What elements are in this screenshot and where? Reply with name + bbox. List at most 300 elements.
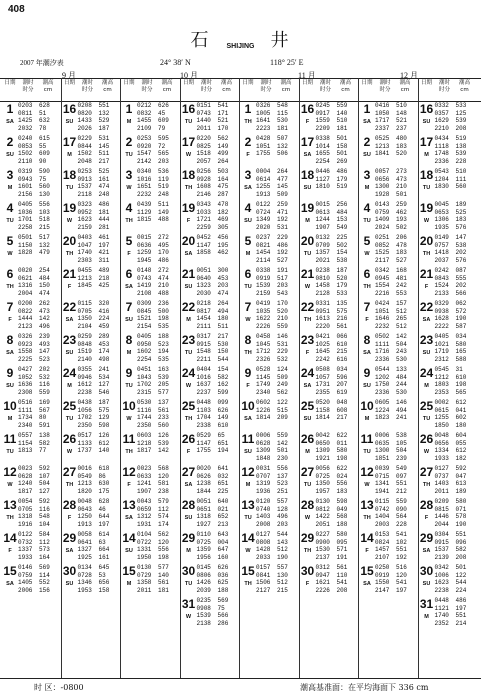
weekday: F (186, 218, 191, 224)
tide-heights: 300 453 203 474 (217, 267, 229, 297)
header-label: 潮时 (379, 80, 391, 86)
day-number: 4 (6, 201, 14, 215)
tide-day-entry (63, 299, 125, 332)
tide-heights: 556 103 518 215 (39, 201, 50, 231)
header-height (395, 80, 415, 94)
tide-heights: 592 047 613 189 (455, 465, 467, 495)
tide-heights: 622 024 556 183 (336, 465, 348, 495)
day-number: 17 (419, 135, 434, 149)
weekday: TH (303, 548, 312, 554)
weekday: F (246, 152, 250, 158)
tide-times: 0220 0825 1518 2057 (196, 135, 211, 165)
tide-times: 0240 0853 1502 2110 (18, 135, 33, 165)
tide-day-entry (122, 398, 184, 431)
tide-day-entry (241, 332, 303, 365)
tide-heights: 559 142 501 230 (277, 432, 288, 462)
tide-day-entry (360, 431, 422, 464)
tide-heights: 191 517 203 543 (277, 267, 288, 297)
tide-times: 0529 1147 1755 (196, 432, 211, 455)
header-label: 潮高 (101, 80, 113, 86)
weekday: TH (184, 416, 193, 422)
tide-heights: 628 51 632 78 (39, 102, 50, 132)
day-number: 30 (300, 564, 315, 578)
tide-heights: 048 608 217 (336, 399, 348, 422)
day-number: 16 (419, 102, 434, 116)
tide-times: 0452 1147 1858 (196, 234, 211, 257)
tide-times: 0250 0919 1550 2147 (375, 564, 390, 594)
weekday: TU (303, 482, 312, 488)
day-number: 2 (6, 135, 14, 149)
weekday: W (185, 383, 192, 389)
tide-heights: 264 494 180 511 (217, 300, 229, 330)
weekday: M (364, 185, 370, 191)
tide-times: 0355 0946 1612 2238 (77, 366, 92, 396)
tide-day-entry (360, 332, 422, 365)
weekday: SA (125, 515, 133, 521)
tide-day-entry (122, 431, 184, 464)
weekday: SA (363, 581, 371, 587)
tide-times: 0416 1050 1717 2337 (375, 102, 390, 132)
header-unit: 时分 (22, 87, 34, 93)
month-label: 11 月 (298, 71, 316, 80)
tide-day-entry (3, 530, 65, 563)
weekday: M (424, 152, 429, 158)
tide-times: 0203 0811 1425 2032 (18, 102, 33, 132)
weekday: TU (244, 284, 252, 290)
day-number: 8 (363, 333, 371, 347)
tide-times: 0424 1051 1646 2232 (375, 300, 390, 330)
tide-times: 0421 1025 1645 2242 (315, 333, 330, 363)
tide-day-entry (360, 266, 422, 299)
tide-day-entry (360, 233, 422, 266)
tide-row (0, 398, 481, 431)
tide-times: 0229 0844 1502 2048 (77, 135, 92, 165)
tide-heights: 320 416 224 459 (98, 300, 110, 330)
tide-heights: 612 041 602 180 (455, 399, 467, 429)
header-unit: 时分 (200, 87, 212, 93)
tide-day-entry (3, 497, 65, 530)
header-unit: cm (162, 87, 172, 93)
tide-times: 0516 1111 1734 2340 (18, 399, 33, 429)
tide-times: 0405 0950 1602 2254 (137, 333, 152, 363)
day-number: 10 (3, 399, 17, 413)
weekday: F (8, 548, 12, 554)
tide-heights: 146 494 241 (396, 399, 407, 422)
day-number: 15 (3, 564, 17, 578)
tide-day-entry (360, 530, 422, 563)
weekday: SU (65, 350, 74, 356)
tide-heights: 142 504 243 530 (396, 333, 407, 363)
day-number: 1 (6, 102, 14, 116)
weekday: M (186, 317, 191, 323)
tide-heights: 604 055 612 182 (455, 432, 467, 462)
header-unit: 时分 (438, 87, 450, 93)
tide-day-entry (360, 497, 422, 530)
tide-day-entry (63, 332, 125, 365)
weekday: M (7, 416, 13, 422)
header-label: 潮时 (22, 80, 34, 86)
tide-row-31 (0, 596, 481, 629)
day-number: 24 (300, 366, 315, 380)
weekday: SA (6, 581, 14, 587)
day-number: 18 (300, 168, 315, 182)
day-number: 10 (122, 399, 136, 413)
weekday: F (67, 284, 72, 290)
tide-times: 0004 0614 1255 1913 (256, 168, 271, 198)
tide-times: 0115 0742 1404 2003 (375, 498, 390, 528)
weekday: F (127, 251, 131, 257)
weekday: TH (363, 515, 371, 521)
tide-times: 0218 0817 1454 2111 (196, 300, 211, 330)
tide-times: 0110 0725 1359 1956 (196, 531, 211, 561)
header-time (78, 80, 98, 94)
tide-day-entry (122, 167, 184, 200)
tide-day-entry (241, 398, 303, 431)
tide-heights: 551 096 582 208 (455, 531, 467, 561)
day-number: 10 (360, 399, 374, 413)
weekday: SU (184, 515, 193, 521)
tide-heights: 126 539 142 (158, 432, 169, 455)
tide-day-entry (63, 398, 125, 431)
tide-times: 0326 1005 1641 2223 (256, 102, 271, 132)
day-number: 26 (300, 432, 315, 446)
tide-heights: 147 538 202 576 (455, 234, 467, 264)
tide-day-entry (182, 233, 244, 266)
tide-heights: 256 484 153 549 (336, 201, 348, 231)
tide-day-entry (241, 233, 303, 266)
tide-heights: 217 530 150 544 (217, 333, 229, 363)
day-number: 13 (241, 498, 255, 512)
weekday: SA (6, 350, 14, 356)
tide-times: 0212 0832 1455 2109 (137, 102, 152, 132)
weekday: TH (65, 482, 74, 488)
tide-day-entry (241, 101, 303, 134)
weekday: W (364, 482, 370, 488)
day-number: 17 (300, 135, 315, 149)
tide-times: 0528 1145 1749 2340 (256, 366, 271, 396)
tide-times: 0557 1154 1813 (18, 432, 33, 455)
tide-times: 0508 1057 1731 2355 (315, 366, 330, 396)
tide-times: 0151 0743 1440 2011 (196, 102, 211, 132)
station-name-2: 井 (270, 30, 291, 51)
weekday: SU (422, 350, 431, 356)
weekday: W (423, 449, 430, 455)
tide-heights: 533 125 539 208 (455, 102, 467, 132)
tide-heights: 590 75 560 130 (39, 168, 50, 198)
weekday: M (126, 119, 132, 125)
tide-day-entry (63, 497, 125, 530)
tide-day-entry (182, 299, 244, 332)
tide-times: 0439 1129 1815 (137, 201, 152, 224)
header-label: 日期 (182, 80, 194, 86)
tide-heights: 598 049 568 188 (336, 498, 348, 528)
day-number: 11 (360, 432, 374, 446)
tide-times: 0023 0633 1241 1907 (137, 465, 152, 495)
header-unit: cm (341, 87, 350, 93)
tide-row (0, 332, 481, 365)
header-label: 日期 (123, 80, 135, 86)
tide-heights: 034 596 207 619 (336, 366, 348, 396)
tide-day-entry (182, 596, 244, 629)
weekday: M (126, 581, 132, 587)
day-number: 9 (363, 366, 371, 380)
day-number: 13 (360, 498, 374, 512)
tide-times: 0438 1056 1702 2350 (77, 399, 92, 429)
tide-day-entry (360, 134, 422, 167)
header-label: 潮高 (399, 80, 411, 86)
tide-day-entry (241, 563, 303, 596)
day-number: 23 (62, 333, 77, 347)
day-number: 25 (300, 399, 315, 413)
tide-day-entry (360, 365, 422, 398)
day-number: 29 (62, 531, 77, 545)
tide-day-entry (122, 563, 184, 596)
tide-heights: 137 561 233 560 (158, 399, 169, 429)
tide-times: 0245 0917 1559 2209 (315, 102, 330, 132)
header-unit: cm (222, 87, 231, 93)
longitude: 118° 25′ E (270, 58, 304, 67)
day-number: 30 (419, 564, 434, 578)
day-number: 25 (62, 399, 77, 413)
weekday: TH (6, 284, 14, 290)
tide-times: 0054 0705 1318 1916 (18, 498, 33, 528)
day-number: 12 (122, 465, 136, 479)
tide-day-entry (301, 101, 363, 134)
tide-heights: 259 471 192 531 (277, 201, 288, 231)
tide-day-entry (182, 332, 244, 365)
tide-times: 0045 0653 1306 1935 (434, 201, 449, 231)
weekday: TU (125, 152, 133, 158)
tide-day-entry (63, 431, 125, 464)
header-time (18, 80, 38, 94)
weekday: TU (303, 251, 312, 257)
tide-heights: 187 575 129 598 (98, 399, 110, 429)
weekday: SU (244, 218, 252, 224)
tide-times: 0020 0621 1316 2004 (18, 267, 33, 297)
day-number: 1 (244, 102, 252, 116)
tide-row (0, 200, 481, 233)
tide-times: 0149 0757 1418 2037 (434, 234, 449, 264)
tide-heights: 626 45 609 79 (158, 102, 169, 132)
tide-heights: 239 493 147 523 (39, 333, 50, 363)
weekday: SA (6, 119, 14, 125)
tide-times: 0448 1103 1704 2338 (196, 399, 211, 429)
tide-times: 0006 0628 1309 1848 (256, 432, 271, 462)
tide-times: 0501 1150 1828 (18, 234, 33, 257)
tide-times: 0057 0656 1300 1928 (375, 168, 390, 198)
weekday: SA (363, 350, 371, 356)
tide-day-entry (241, 464, 303, 497)
day-number: 8 (125, 333, 133, 347)
tide-day-entry (122, 464, 184, 497)
tide-day-entry (182, 101, 244, 134)
day-number: 22 (419, 300, 434, 314)
tide-heights: 486 181 444 281 (98, 201, 110, 231)
tide-heights: 202 532 116 559 (39, 366, 50, 396)
tide-day-entry (3, 167, 65, 200)
day-number: 17 (62, 135, 77, 149)
tide-times: 0130 0812 1422 2051 (315, 498, 330, 528)
tide-heights: 480 183 520 (396, 135, 407, 158)
tide-times: 0209 0815 1446 2044 (434, 498, 449, 528)
day-number: 14 (122, 531, 136, 545)
header-unit: 时分 (319, 87, 331, 93)
weekday: TU (363, 449, 371, 455)
header-unit: cm (400, 87, 410, 93)
day-number: 13 (122, 498, 136, 512)
day-number: 10 (241, 399, 255, 413)
tide-row (0, 233, 481, 266)
tide-times: 0127 0737 1403 2011 (434, 465, 449, 495)
tide-day-entry (3, 266, 65, 299)
tide-times: 0543 1204 1830 (434, 168, 449, 191)
header-day (3, 80, 17, 87)
header-label: 日期 (63, 80, 75, 86)
tide-times: 0446 1127 1810 (315, 168, 330, 191)
tide-heights: 548 115 530 181 (277, 102, 288, 132)
month-label: 12 月 (400, 71, 418, 80)
tide-day-entry (301, 332, 363, 365)
tide-day-entry (182, 497, 244, 530)
tide-times: 0145 0806 1426 2039 (196, 564, 211, 594)
tide-day-entry (3, 365, 65, 398)
header-unit: cm (43, 87, 53, 93)
day-number: 7 (244, 300, 252, 314)
tide-times: 0002 0615 1255 1850 (434, 399, 449, 429)
tide-times: 0530 1116 1744 2350 (137, 399, 152, 429)
tide-times: 0023 0628 1240 1817 (18, 465, 33, 495)
tide-times: 0603 1218 1817 (137, 432, 152, 455)
day-number: 19 (300, 201, 315, 215)
weekday: SU (303, 185, 312, 191)
weekday: TU (184, 581, 193, 587)
tide-heights: 124 509 249 562 (277, 366, 288, 396)
tide-times: 0259 0848 1519 2140 (77, 333, 92, 363)
tide-day-entry (301, 134, 363, 167)
day-number: 9 (125, 366, 133, 380)
tide-heights: 236 500 198 535 (158, 300, 169, 330)
tide-times: 0132 0709 1357 2021 (315, 234, 330, 264)
tide-times: 0545 1212 1803 2353 (434, 366, 449, 396)
day-number: 6 (125, 267, 133, 281)
tide-heights: 516 120 541 197 (396, 564, 407, 594)
day-number: 12 (3, 465, 17, 479)
weekday: W (364, 251, 370, 257)
tide-heights: 170 520 210 559 (277, 300, 288, 330)
tide-day-entry (301, 431, 363, 464)
header-label: 潮时 (81, 80, 93, 86)
header-label: 日期 (4, 80, 16, 86)
header-time (435, 80, 455, 94)
day-number: 3 (6, 168, 14, 182)
weekday: SA (244, 185, 252, 191)
tide-heights: 163 539 205 577 (158, 366, 169, 396)
header-label: 潮时 (141, 80, 153, 86)
header-unit: 时分 (379, 87, 391, 93)
tide-times: 0006 0635 1300 1851 (375, 432, 390, 462)
weekday: TU (422, 185, 431, 191)
weekday: TU (125, 383, 133, 389)
tide-times: 0455 1213 1845 (77, 267, 92, 290)
tide-times: 0051 0651 1318 1927 (196, 498, 211, 528)
day-number: 16 (62, 102, 77, 116)
tide-times: 0153 0824 1457 2107 (375, 531, 390, 561)
weekday: F (424, 515, 429, 521)
weekday: SA (422, 548, 431, 554)
header-label: 潮高 (458, 80, 470, 86)
tide-times: 0340 1016 1651 2232 (137, 168, 152, 198)
day-number: 16 (300, 102, 315, 116)
tide-heights: 577 140 561 181 (158, 564, 169, 594)
tide-times: 0451 1043 1702 2315 (137, 366, 152, 396)
tide-day-entry (122, 497, 184, 530)
tide-times: 0051 0640 1323 2030 (196, 267, 211, 297)
tide-day-entry (182, 167, 244, 200)
weekday: SA (363, 119, 371, 125)
tide-day-entry (122, 530, 184, 563)
weekday: SA (184, 482, 193, 488)
weekday: TH (363, 284, 371, 290)
day-number: 25 (181, 399, 196, 413)
tide-times: 0326 0923 1558 2225 (18, 333, 33, 363)
header-unit: cm (281, 87, 291, 93)
header-unit: 时分 (141, 87, 153, 93)
tide-day-entry (301, 299, 363, 332)
header-unit: cm (460, 87, 469, 93)
header-day (420, 80, 434, 87)
tide-day-entry (182, 464, 244, 497)
weekday: W (304, 284, 311, 290)
weekday: F (8, 317, 12, 323)
tide-day-entry (3, 464, 65, 497)
tide-day-entry (360, 299, 422, 332)
header-label: 潮时 (200, 80, 212, 86)
tide-day-entry (241, 266, 303, 299)
weekday: F (305, 581, 310, 587)
station-name-1: 石 (190, 30, 211, 51)
day-number: 26 (62, 432, 77, 446)
tide-times: 0122 0732 1337 1933 (18, 531, 33, 561)
day-number: 5 (125, 234, 133, 248)
day-number: 5 (244, 234, 252, 248)
tide-heights: 133 484 244 530 (396, 366, 407, 396)
tide-day-entry (3, 299, 65, 332)
tide-row (0, 365, 481, 398)
weekday: TU (363, 218, 371, 224)
day-number: 15 (122, 564, 136, 578)
weekday: M (305, 218, 310, 224)
tide-heights: 262 473 142 496 (39, 300, 50, 330)
tide-times: 0020 0626 1238 1844 (196, 465, 211, 495)
tide-day-entry (360, 167, 422, 200)
header-label: 日期 (420, 80, 432, 86)
weekday: W (185, 152, 192, 158)
day-number: 18 (181, 168, 196, 182)
tide-times: 0130 0729 1358 2011 (137, 564, 152, 594)
header-unit: 时分 (260, 87, 272, 93)
tide-heights: 561 110 541 208 (336, 564, 348, 594)
header-label: 潮高 (161, 80, 173, 86)
day-number: 22 (181, 300, 196, 314)
tide-day-entry (301, 464, 363, 497)
tide-heights: 507 132 506 (277, 135, 288, 158)
tide-heights: 562 120 556 198 (158, 531, 169, 561)
weekday: W (185, 614, 192, 620)
tide-heights: 628 46 644 197 (98, 498, 110, 528)
tide-times: 0458 1045 1712 2326 (256, 333, 271, 363)
header-height (217, 80, 237, 94)
day-number: 29 (300, 531, 315, 545)
